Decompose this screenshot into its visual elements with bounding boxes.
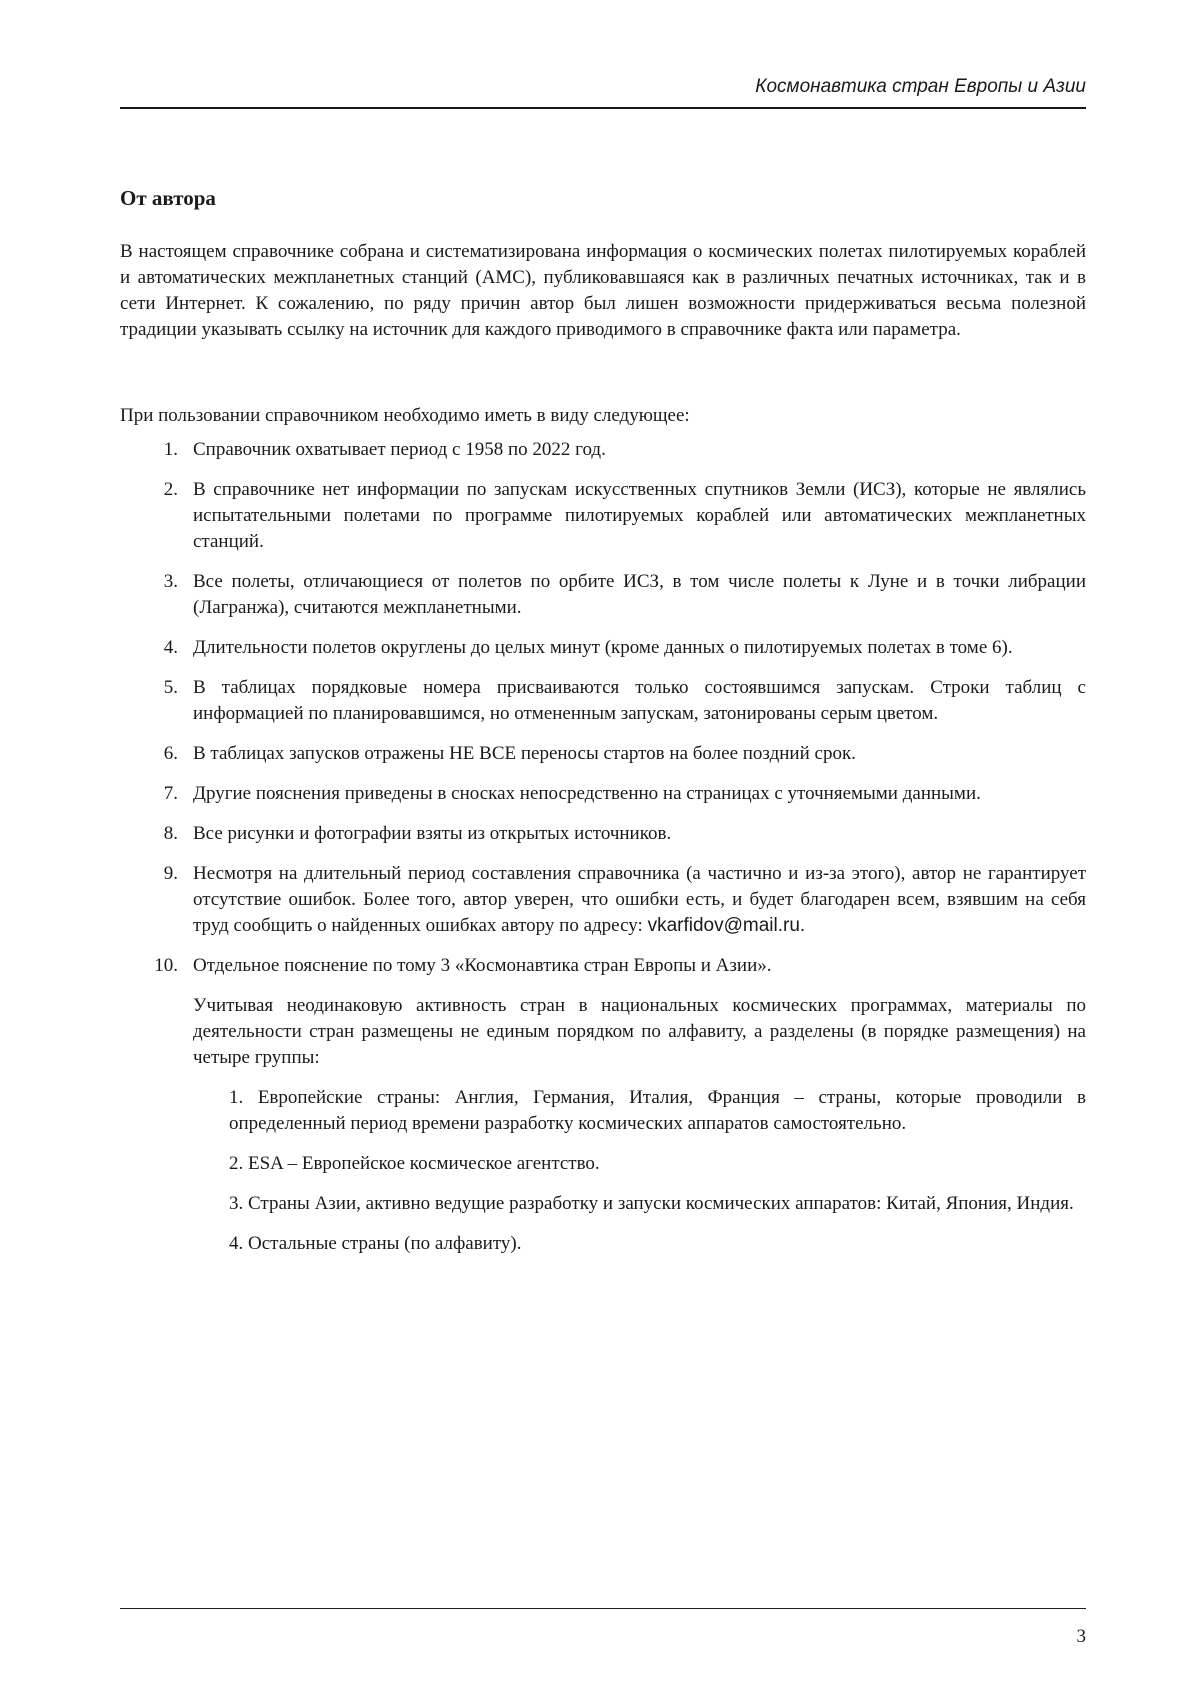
spacer	[120, 343, 1086, 403]
list-item-text: Все рисунки и фотографии взяты из открытых источников.	[193, 823, 672, 844]
list-item	[120, 635, 1086, 661]
list-item-number: 3.	[163, 571, 178, 592]
country-group: 3. Страны Азии, активно ведущие разработку и запуски космических аппаратов: Китай, Япония, Индия.	[229, 1193, 1074, 1214]
list-item	[120, 741, 1086, 767]
footer-rule	[120, 1608, 1086, 1609]
page-number: 3	[1076, 1626, 1086, 1647]
list-item-number: 5.	[163, 677, 178, 698]
country-group: 1. Европейские страны: Англия, Германия, Италия, Франция – страны, которые проводили в определенный период времени разработку космических аппаратов самостоятельно.	[229, 1087, 1086, 1134]
list-item-text: Все полеты, отличающиеся от полетов по орбите ИСЗ, в том числе полеты к Луне и в точки либрации (Лагранжа), считаются межпланетными.	[193, 571, 1086, 618]
list-item	[120, 821, 1086, 847]
list-item	[120, 861, 1086, 939]
list-item-text: Длительности полетов округлены до целых минут (кроме данных о пилотируемых полетах в томе 6).	[193, 637, 1013, 658]
country-group: 4. Остальные страны (по алфавиту).	[229, 1233, 522, 1254]
section-heading: От автора	[120, 186, 216, 210]
list-item-number: 2.	[163, 479, 178, 500]
list-item-text: В таблицах запусков отражены НЕ ВСЕ переносы стартов на более поздний срок.	[193, 743, 856, 764]
list-item	[120, 781, 1086, 807]
list-item-number: 8.	[163, 823, 178, 844]
intro-paragraph: В настоящем справочнике собрана и систематизирована информация о космических полетах пилотируемых кораблей и автоматических межпланетных станций (АМС), публиковавшаяся как в различных печатных источниках, так и в сети Интернет. К сожалению, по ряду причин автор был лишен возможности придерживаться весьма полезной традиции указывать ссылку на источник для каждого приводимого в справочнике факта или параметра.	[120, 241, 1086, 340]
header-rule	[120, 107, 1086, 109]
country-groups	[229, 1085, 1086, 1257]
list-item	[120, 953, 1086, 1257]
list-item-number: 6.	[163, 743, 178, 764]
list-item	[120, 675, 1086, 727]
list-item-text: Справочник охватывает период с 1958 по 2022 год.	[193, 439, 606, 460]
list-item-text: Отдельное пояснение по тому 3 «Космонавтика стран Европы и Азии».	[193, 955, 772, 976]
list-item-subparagraph: Учитывая неодинаковую активность стран в национальных космических программах, материалы по деятельности стран размещены не единым порядком по алфавиту, а разделены (в порядке размещения) на четыре группы:	[193, 995, 1086, 1068]
list-item-number: 9.	[163, 863, 178, 884]
list-item	[120, 569, 1086, 621]
list-item-text: В справочнике нет информации по запускам искусственных спутников Земли (ИСЗ), которые не являлись испытательными полетами по программе пилотируемых кораблей или автоматических межпланетных станций.	[193, 479, 1086, 552]
list-item-number: 1.	[163, 439, 178, 460]
notes-list	[120, 437, 1086, 1257]
list-item-number: 7.	[163, 783, 178, 804]
list-item-text: Несмотря на длительный период составления справочника (а частично и из-за этого), автор не гарантирует отсутствие ошибок. Более того, автор уверен, что ошибки есть, и будет благодарен всем, взявшим на себя труд сообщить о найденных ошибках автору по адресу:	[193, 863, 1086, 936]
list-item-text: В таблицах порядковые номера присваиваются только состоявшимся запускам. Строки таблиц с информацией по планировавшимся, но отмененным запускам, затонированы серым цветом.	[193, 677, 1086, 724]
page-content	[120, 183, 1086, 1271]
running-header: Космонавтика стран Европы и Азии	[755, 76, 1086, 97]
lead-paragraph: При пользовании справочником необходимо иметь в виду следующее:	[120, 405, 690, 426]
list-item-number: 4.	[163, 637, 178, 658]
list-item	[120, 477, 1086, 555]
country-group: 2. ESA – Европейское космическое агентство.	[229, 1153, 600, 1174]
email-link[interactable]: vkarfidov@mail.ru.	[647, 915, 806, 936]
list-item-number: 10.	[154, 955, 178, 976]
list-item	[120, 437, 1086, 463]
list-item-text: Другие пояснения приведены в сносках непосредственно на страницах с уточняемыми данными.	[193, 783, 981, 804]
